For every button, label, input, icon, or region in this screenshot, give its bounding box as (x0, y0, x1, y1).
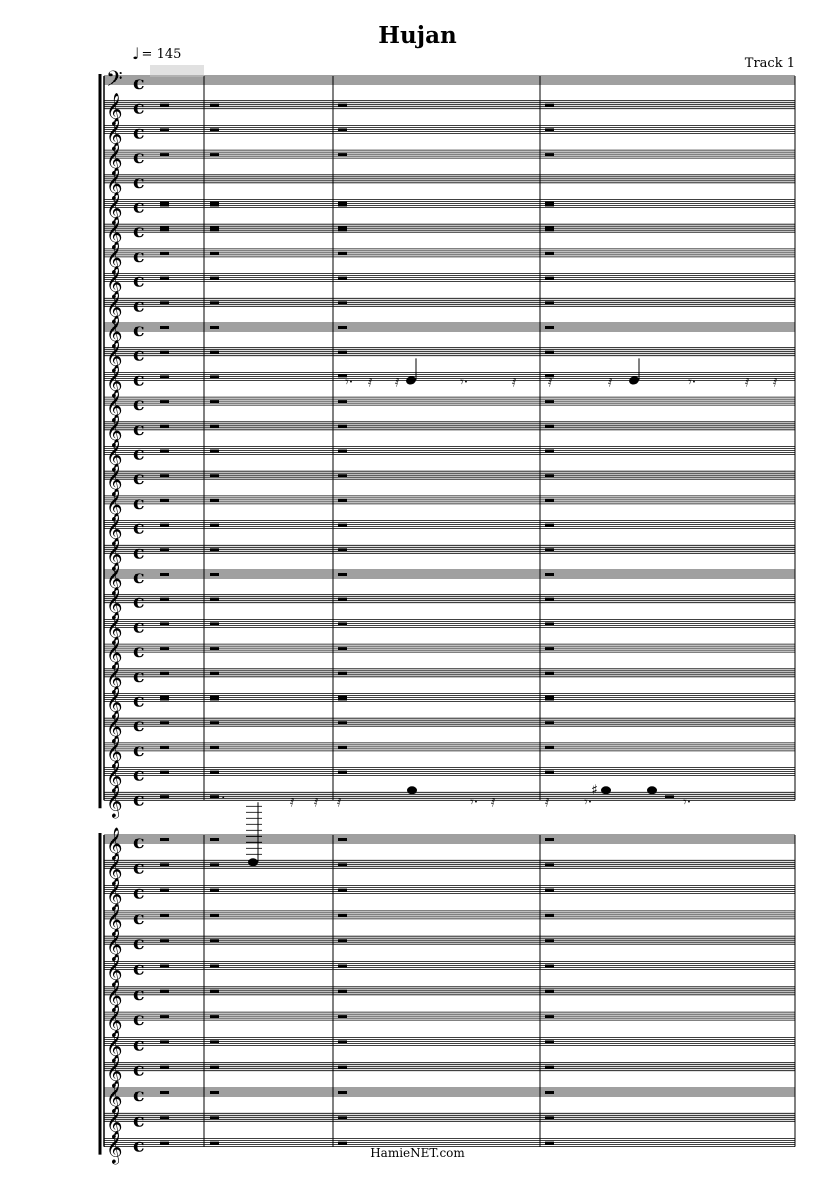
half-rest-icon (160, 1091, 169, 1094)
time-signature: c (133, 738, 145, 761)
half-rest-icon (160, 746, 169, 749)
thirty-second-rest-icon: 𝅀 (512, 375, 517, 390)
half-rest-icon (545, 450, 554, 453)
half-rest-icon (545, 771, 554, 774)
half-rest-icon (545, 1040, 554, 1043)
time-signature: c (133, 319, 145, 341)
treble-clef-icon: 𝄞 (106, 784, 123, 818)
half-rest-icon (210, 153, 219, 156)
half-rest-icon (210, 252, 219, 255)
half-rest-icon (545, 573, 554, 576)
treble-clef-icon: 𝄞 (106, 364, 123, 398)
half-rest-icon (338, 1066, 347, 1069)
half-rest-icon (338, 1142, 347, 1145)
half-rest-icon (160, 914, 169, 917)
half-rest-icon (160, 721, 169, 724)
half-rest-icon (210, 622, 219, 625)
half-rest-icon (665, 795, 674, 798)
half-rest-icon (338, 1091, 347, 1094)
half-rest-icon (545, 965, 554, 968)
half-rest-icon (210, 990, 219, 993)
half-rest-icon (545, 128, 554, 131)
time-signature: c (133, 1008, 145, 1031)
half-rest-icon (338, 425, 347, 428)
treble-clef-icon: 𝄞 (106, 413, 123, 447)
half-rest-icon (545, 1066, 554, 1069)
augmentation-dot: . (221, 786, 226, 803)
treble-clef-icon: 𝄞 (106, 685, 123, 719)
time-signature: c (133, 566, 145, 588)
treble-clef-icon: 𝄞 (106, 562, 123, 595)
time-signature: c (133, 763, 145, 786)
treble-clef-icon: 𝄞 (106, 660, 123, 694)
treble-clef-icon: 𝄞 (106, 389, 123, 423)
half-rest-icon (160, 939, 169, 942)
half-rest-icon (210, 1091, 219, 1094)
time-signature: c (133, 467, 145, 490)
half-rest-icon (545, 939, 554, 942)
treble-clef-icon: 𝄞 (106, 117, 123, 151)
treble-clef-icon: 𝄞 (106, 1054, 123, 1088)
half-rest-icon (338, 1040, 347, 1043)
thirty-second-rest-icon: 𝅀 (368, 375, 373, 390)
half-rest-icon (545, 474, 554, 477)
half-rest-icon (210, 128, 219, 131)
score-title: Hujan (378, 22, 457, 49)
track-label: Track 1 (744, 56, 795, 71)
half-rest-icon (338, 128, 347, 131)
treble-clef-icon: 𝄞 (106, 1029, 123, 1063)
half-rest-icon (545, 746, 554, 749)
half-rest-icon (210, 425, 219, 428)
eighth-rest-icon: 𝄾· (345, 374, 354, 391)
half-rest-icon (545, 1091, 554, 1094)
half-rest-icon (210, 965, 219, 968)
half-rest-icon (338, 252, 347, 255)
half-rest-icon (545, 838, 554, 841)
treble-clef-icon: 𝄞 (106, 759, 123, 793)
half-rest-icon (210, 1040, 219, 1043)
half-rest-icon (545, 104, 554, 107)
half-rest-icon (160, 889, 169, 892)
footer-credit: HamieNET.com (370, 1146, 465, 1160)
time-signature: c (133, 957, 145, 980)
time-signature: c (133, 714, 145, 737)
time-signature: c (133, 269, 145, 292)
half-rest-icon (545, 252, 554, 255)
treble-clef-icon: 𝄞 (106, 1080, 123, 1113)
treble-clef-icon: 𝄞 (106, 852, 123, 886)
half-rest-icon (210, 326, 219, 329)
thirty-second-rest-icon: 𝅀 (314, 795, 319, 810)
whole-rest-icon (160, 226, 169, 231)
half-rest-icon (545, 672, 554, 675)
treble-clef-icon: 𝄞 (106, 191, 123, 225)
time-signature: c (133, 982, 145, 1005)
half-rest-icon (160, 795, 169, 798)
half-rest-icon (545, 598, 554, 601)
half-rest-icon (545, 351, 554, 354)
half-rest-icon (545, 499, 554, 502)
half-rest-icon (160, 1066, 169, 1069)
half-rest-icon (210, 548, 219, 551)
time-signature: c (133, 393, 145, 416)
half-rest-icon (210, 721, 219, 724)
whole-rest-icon (338, 226, 347, 231)
treble-clef-icon: 𝄞 (106, 142, 123, 176)
half-rest-icon (545, 400, 554, 403)
half-rest-icon (338, 153, 347, 156)
time-signature: c (133, 170, 145, 193)
half-rest-icon (210, 375, 219, 378)
whole-rest-icon (160, 202, 169, 207)
half-rest-icon (160, 838, 169, 841)
bass-clef-icon: 𝄢 (106, 67, 123, 97)
time-signature: c (133, 590, 145, 613)
half-rest-icon (338, 598, 347, 601)
half-rest-icon (338, 1015, 347, 1018)
half-rest-icon (338, 277, 347, 280)
half-rest-icon (545, 277, 554, 280)
time-signature: c (133, 689, 145, 712)
treble-clef-icon: 𝄞 (106, 1004, 123, 1038)
half-rest-icon (210, 914, 219, 917)
whole-rest-icon (210, 696, 219, 701)
half-rest-icon (545, 1142, 554, 1145)
half-rest-icon (160, 647, 169, 650)
half-rest-icon (338, 499, 347, 502)
quarter-note-icon: ♩ (132, 44, 140, 63)
half-rest-icon (338, 990, 347, 993)
treble-clef-icon: 𝄞 (106, 438, 123, 472)
time-signature: c (133, 96, 145, 119)
time-signature: c (133, 1134, 145, 1157)
treble-clef-icon: 𝄞 (106, 1105, 123, 1139)
whole-rest-icon (338, 202, 347, 207)
half-rest-icon (338, 914, 347, 917)
half-rest-icon (160, 499, 169, 502)
half-rest-icon (160, 301, 169, 304)
thirty-second-rest-icon: 𝅀 (395, 375, 400, 390)
treble-clef-icon: 𝄞 (106, 166, 123, 200)
half-rest-icon (210, 400, 219, 403)
half-rest-icon (160, 474, 169, 477)
treble-clef-icon: 𝄞 (106, 902, 123, 936)
eighth-rest-icon: 𝄾· (683, 794, 692, 811)
half-rest-icon (338, 301, 347, 304)
time-signature: c (133, 1058, 145, 1081)
half-rest-icon (210, 863, 219, 866)
time-signature: c (133, 1109, 145, 1132)
treble-clef-icon: 𝄞 (106, 315, 123, 348)
half-rest-icon (545, 425, 554, 428)
half-rest-icon (338, 622, 347, 625)
half-rest-icon (338, 474, 347, 477)
time-signature: c (133, 640, 145, 663)
half-rest-icon (338, 573, 347, 576)
half-rest-icon (210, 1142, 219, 1145)
half-rest-icon (545, 524, 554, 527)
time-signature: c (133, 516, 145, 539)
half-rest-icon (338, 939, 347, 942)
whole-rest-icon (210, 202, 219, 207)
half-rest-icon (160, 524, 169, 527)
half-rest-icon (545, 301, 554, 304)
eighth-rest-icon: 𝄾· (470, 794, 479, 811)
time-signature: c (133, 1084, 145, 1106)
treble-clef-icon: 𝄞 (106, 92, 123, 126)
half-rest-icon (160, 548, 169, 551)
time-signature: c (133, 294, 145, 317)
thirty-second-rest-icon: 𝅀 (548, 375, 553, 390)
time-signature: c (133, 881, 145, 904)
half-rest-icon (210, 746, 219, 749)
half-rest-icon (338, 104, 347, 107)
half-rest-icon (160, 153, 169, 156)
time-signature: c (133, 932, 145, 955)
treble-clef-icon: 𝄞 (106, 734, 123, 768)
time-signature: c (133, 195, 145, 218)
time-signature: c (133, 417, 145, 440)
treble-clef-icon: 𝄞 (106, 240, 123, 274)
treble-clef-icon: 𝄞 (106, 216, 123, 250)
treble-clef-icon: 𝄞 (106, 953, 123, 987)
treble-clef-icon: 𝄞 (106, 877, 123, 911)
half-rest-icon (210, 351, 219, 354)
half-rest-icon (160, 104, 169, 107)
thirty-second-rest-icon: 𝅀 (491, 795, 496, 810)
time-signature: c (133, 541, 145, 564)
treble-clef-icon: 𝄞 (106, 586, 123, 620)
treble-clef-icon: 𝄞 (106, 611, 123, 645)
half-rest-icon (545, 622, 554, 625)
treble-clef-icon: 𝄞 (106, 290, 123, 324)
half-rest-icon (160, 598, 169, 601)
half-rest-icon (160, 672, 169, 675)
time-signature: c (133, 121, 145, 144)
half-rest-icon (338, 965, 347, 968)
half-rest-icon (338, 838, 347, 841)
time-signature: c (133, 856, 145, 879)
half-rest-icon (545, 990, 554, 993)
note-head (647, 786, 657, 794)
half-rest-icon (210, 277, 219, 280)
half-rest-icon (210, 524, 219, 527)
half-rest-icon (210, 474, 219, 477)
half-rest-icon (160, 573, 169, 576)
time-signature: c (133, 146, 145, 169)
treble-clef-icon: 𝄞 (106, 463, 123, 497)
time-signature: c (133, 72, 145, 94)
time-signature: c (133, 788, 145, 811)
time-signature: c (133, 831, 145, 853)
half-rest-icon (160, 425, 169, 428)
half-rest-icon (160, 1116, 169, 1119)
time-signature: c (133, 368, 145, 391)
half-rest-icon (338, 672, 347, 675)
half-rest-icon (160, 1015, 169, 1018)
half-rest-icon (160, 771, 169, 774)
time-signature: c (133, 1033, 145, 1056)
half-rest-icon (210, 838, 219, 841)
half-rest-icon (160, 252, 169, 255)
treble-clef-icon: 𝄞 (106, 512, 123, 546)
whole-rest-icon (545, 226, 554, 231)
half-rest-icon (338, 351, 347, 354)
half-rest-icon (210, 1015, 219, 1018)
note-head (601, 786, 611, 794)
half-rest-icon (160, 400, 169, 403)
half-rest-icon (338, 400, 347, 403)
half-rest-icon (545, 1116, 554, 1119)
half-rest-icon (338, 721, 347, 724)
half-rest-icon (160, 1040, 169, 1043)
eighth-rest-icon: 𝄾· (460, 374, 469, 391)
treble-clef-icon: 𝄞 (106, 1130, 123, 1164)
half-rest-icon (545, 914, 554, 917)
half-rest-icon (338, 524, 347, 527)
tempo-value: = 145 (141, 47, 182, 62)
half-rest-icon (338, 647, 347, 650)
time-signature: c (133, 244, 145, 267)
time-signature: c (133, 343, 145, 366)
time-signature: c (133, 220, 145, 243)
half-rest-icon (160, 1142, 169, 1145)
half-rest-icon (338, 548, 347, 551)
half-rest-icon (210, 647, 219, 650)
half-rest-icon (338, 771, 347, 774)
half-rest-icon (210, 1066, 219, 1069)
half-rest-icon (545, 889, 554, 892)
whole-rest-icon (338, 696, 347, 701)
half-rest-icon (545, 326, 554, 329)
whole-rest-icon (160, 696, 169, 701)
thirty-second-rest-icon: 𝅀 (545, 795, 550, 810)
half-rest-icon (210, 795, 219, 798)
eighth-rest-icon: 𝄾· (688, 374, 697, 391)
thirty-second-rest-icon: 𝅀 (773, 375, 778, 390)
half-rest-icon (338, 450, 347, 453)
time-signature: c (133, 615, 145, 638)
half-rest-icon (545, 721, 554, 724)
sharp-accidental-icon: ♯ (591, 782, 598, 799)
half-rest-icon (160, 128, 169, 131)
half-rest-icon (338, 326, 347, 329)
half-rest-icon (160, 450, 169, 453)
treble-clef-icon: 𝄞 (106, 710, 123, 744)
treble-clef-icon: 𝄞 (106, 636, 123, 670)
half-rest-icon (210, 450, 219, 453)
treble-clef-icon: 𝄞 (106, 537, 123, 571)
half-rest-icon (160, 622, 169, 625)
thirty-second-rest-icon: 𝅀 (745, 375, 750, 390)
half-rest-icon (338, 746, 347, 749)
treble-clef-icon: 𝄞 (106, 265, 123, 299)
half-rest-icon (338, 1116, 347, 1119)
time-signature: c (133, 491, 145, 514)
half-rest-icon (338, 863, 347, 866)
half-rest-icon (160, 965, 169, 968)
note-head (407, 786, 417, 794)
time-signature: c (133, 906, 145, 929)
whole-rest-icon (210, 226, 219, 231)
whole-rest-icon (545, 202, 554, 207)
treble-clef-icon: 𝄞 (106, 487, 123, 521)
half-rest-icon (160, 990, 169, 993)
half-rest-icon (545, 1015, 554, 1018)
treble-clef-icon: 𝄞 (106, 928, 123, 962)
thirty-second-rest-icon: 𝅀 (290, 795, 295, 810)
treble-clef-icon: 𝄞 (106, 827, 123, 860)
whole-rest-icon (545, 696, 554, 701)
half-rest-icon (545, 153, 554, 156)
thirty-second-rest-icon: 𝅀 (608, 375, 613, 390)
half-rest-icon (210, 889, 219, 892)
thirty-second-rest-icon: 𝅀 (337, 795, 342, 810)
half-rest-icon (160, 863, 169, 866)
half-rest-icon (545, 548, 554, 551)
half-rest-icon (160, 326, 169, 329)
half-rest-icon (210, 301, 219, 304)
half-rest-icon (160, 277, 169, 280)
treble-clef-icon: 𝄞 (106, 339, 123, 373)
time-signature: c (133, 664, 145, 687)
half-rest-icon (160, 351, 169, 354)
time-signature: c (133, 442, 145, 465)
half-rest-icon (545, 863, 554, 866)
half-rest-icon (210, 598, 219, 601)
eighth-rest-icon: 𝄾· (584, 794, 593, 811)
half-rest-icon (210, 939, 219, 942)
half-rest-icon (210, 771, 219, 774)
half-rest-icon (210, 1116, 219, 1119)
half-rest-icon (338, 889, 347, 892)
half-rest-icon (210, 672, 219, 675)
half-rest-icon (160, 375, 169, 378)
half-rest-icon (210, 573, 219, 576)
half-rest-icon (545, 647, 554, 650)
half-rest-icon (210, 499, 219, 502)
half-rest-icon (210, 104, 219, 107)
treble-clef-icon: 𝄞 (106, 978, 123, 1012)
